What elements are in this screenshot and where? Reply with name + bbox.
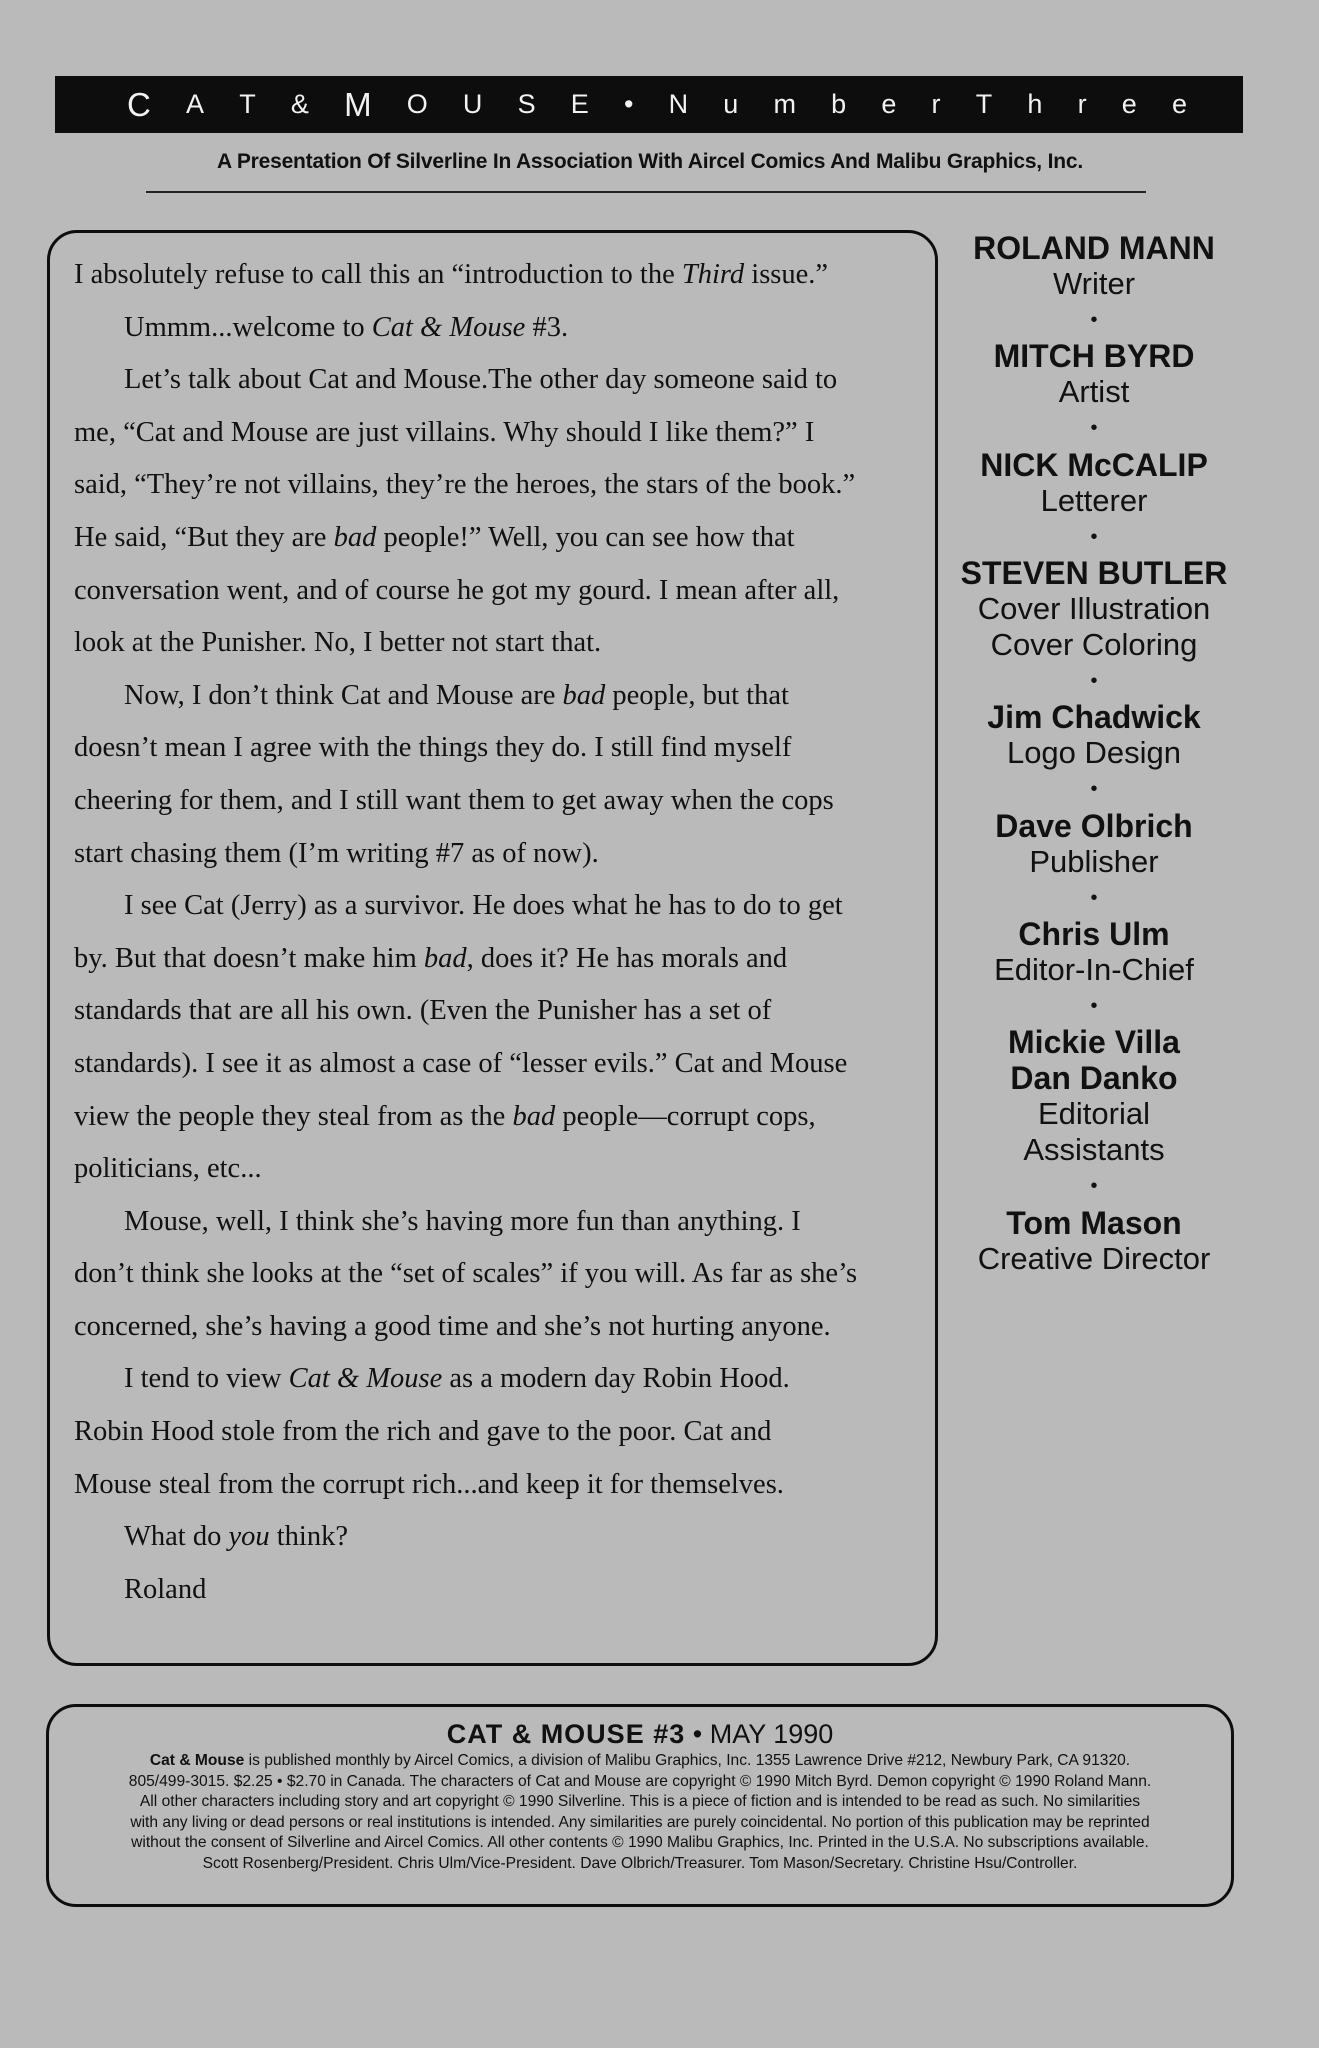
letter-line (50, 459, 935, 512)
title-letter: U (462, 89, 483, 119)
title-letter: E (570, 89, 589, 119)
indicia-text: 805/499-3015. $2.25 • $2.70 in Canada. The characters of Cat and Mouse are copyright © 1990 Mitch Byrd. Demon copyright © 1990 Roland Mann. (128, 1772, 1152, 1790)
title-letter: M (344, 85, 372, 123)
body-text: Roland (124, 1573, 207, 1605)
body-text: Robin Hood stole from the rich and gave to the poor. Cat and (74, 1416, 772, 1448)
body-text: think? (269, 1521, 348, 1553)
credit-role: Logo Design (1006, 735, 1182, 771)
indicia-panel (46, 1704, 1234, 1907)
title-letter: e (1171, 89, 1187, 119)
indicia-line (49, 1772, 1231, 1793)
credit-name: Jim Chadwick (987, 699, 1201, 736)
title-letter: u (723, 89, 739, 119)
credit-name: Tom Mason (1006, 1204, 1182, 1241)
letter-line (50, 1196, 935, 1249)
body-text: Mouse steal from the corrupt rich...and keep it for themselves. (74, 1468, 784, 1500)
credit-name: ROLAND MANN (973, 230, 1215, 266)
body-text: issue.” (744, 259, 829, 290)
emphasis-text: bad (512, 1100, 556, 1132)
letter-line (50, 880, 935, 933)
letter-line (50, 1301, 935, 1354)
credit-separator: • (1090, 417, 1098, 440)
credit-role: Writer (1052, 266, 1136, 302)
letter-line (50, 775, 935, 828)
indicia-text: All other characters including story and art copyright © 1990 Silverline. This is a piece of fiction and is intended to be read as such. No similarities (139, 1793, 1141, 1811)
indicia-text: without the consent of Silverline and Aircel Comics. All other contents © 1990 Malibu Graphics, Inc. Printed in the U.S.A. No subscriptions available. (131, 1834, 1149, 1852)
body-text: cheering for them, and I still want them to get away when the cops (74, 784, 834, 816)
credit-name: NICK McCALIP (980, 446, 1208, 483)
title-letter: • (623, 89, 634, 119)
indicia-text: Scott Rosenberg/President. Chris Ulm/Vice-President. Dave Olbrich/Treasurer. Tom Mason/Secretary. Christine Hsu/Controller. (202, 1854, 1078, 1872)
letter-line (50, 1248, 935, 1301)
credit-role: Assistants (1023, 1132, 1165, 1168)
letter-line (50, 828, 935, 881)
indicia-line (49, 1854, 1231, 1875)
emphasis-text: you (228, 1521, 270, 1553)
indicia-line (49, 1751, 1231, 1772)
emphasis-text: bad (423, 942, 467, 974)
body-text: conversation went, and of course he got my gourd. I mean after all, (74, 574, 840, 606)
body-text: I tend to view (124, 1363, 289, 1395)
body-text: as a modern day Robin Hood. (442, 1363, 790, 1395)
title-letter: T (975, 89, 993, 119)
body-text: don’t think she looks at the “set of scales” if you will. As far as she’s (74, 1258, 858, 1290)
indicia-title-date: MAY 1990 (709, 1719, 834, 1749)
body-text: standards that are all his own. (Even the Punisher has a set of (74, 995, 772, 1027)
body-text: people!” Well, you can see how that (376, 521, 795, 553)
body-text: He said, “But they are (74, 521, 334, 553)
letter-line (50, 1459, 935, 1512)
title-letter: A (186, 89, 205, 119)
indicia-title (49, 1717, 1231, 1751)
body-text: I see Cat (Jerry) as a survivor. He does what he has to do to get (124, 890, 843, 922)
body-text: by. But that doesn’t make him (74, 942, 424, 974)
indicia-line (49, 1792, 1231, 1813)
title-letter: m (773, 89, 796, 119)
credit-role: Creative Director (977, 1240, 1211, 1276)
body-text: view the people they steal from as the (74, 1100, 513, 1132)
credit-role: Cover Coloring (990, 627, 1198, 663)
indicia-series-name: Cat & Mouse (149, 1752, 245, 1769)
letter-text (50, 249, 935, 1616)
body-text: concerned, she’s having a good time and she’s not hurting anyone. (74, 1310, 831, 1342)
letter-line (50, 407, 935, 460)
letter-line (50, 617, 935, 670)
body-text: standards). I see it as almost a case of “lesser evils.” Cat and Mouse (74, 1047, 848, 1079)
title-letter: h (1027, 89, 1043, 119)
letter-line (50, 1511, 935, 1564)
letter-line (50, 722, 935, 775)
credit-name: Dave Olbrich (995, 807, 1193, 844)
body-text: Ummm...welcome to (124, 311, 372, 343)
credit-separator: • (1090, 1175, 1098, 1198)
body-text: people—corrupt cops, (555, 1100, 816, 1132)
credit-role: Cover Illustration (977, 590, 1211, 626)
credit-name: Dan Danko (1010, 1060, 1178, 1097)
credit-role: Editor-In-Chief (994, 951, 1194, 987)
indicia-title-separator: • (685, 1719, 710, 1749)
body-text: Now, I don’t think Cat and Mouse are (124, 679, 563, 711)
body-text: Let’s talk about Cat and Mouse.The other day someone said to (124, 364, 838, 396)
indicia-text: is published monthly by Aircel Comics, a division of Malibu Graphics, Inc. 1355 Lawrence Drive #212, Newbury Park, CA 91320. (244, 1752, 1131, 1769)
credit-name: MITCH BYRD (993, 338, 1195, 375)
body-text: , does it? He has morals and (466, 942, 788, 974)
indicia-title-series: CAT & MOUSE #3 (446, 1719, 686, 1749)
letter-panel (47, 230, 938, 1666)
letter-line (50, 1091, 935, 1144)
title-letter: T (239, 89, 256, 119)
letter-line (50, 985, 935, 1038)
title-banner (55, 76, 1243, 133)
title-letter: O (406, 89, 428, 119)
credit-name: Chris Ulm (1018, 915, 1170, 952)
subtitle: A Presentation Of Silverline In Association With Aircel Comics And Malibu Graphics, Inc. (217, 150, 1083, 173)
letter-line (50, 933, 935, 986)
body-text: me, “Cat and Mouse are just villains. Why should I like them?” I (74, 416, 815, 448)
title-letter: S (517, 89, 536, 119)
title-letter: b (831, 89, 847, 119)
title-letter: C (127, 85, 151, 123)
body-text: What do (124, 1521, 229, 1553)
credit-role: Artist (1058, 374, 1130, 410)
letter-line (50, 1143, 935, 1196)
title-letter: & (290, 89, 309, 119)
emphasis-text: bad (562, 679, 606, 711)
credit-separator: • (1090, 309, 1098, 332)
letter-line (50, 302, 935, 355)
credit-role: Editorial (1038, 1096, 1150, 1132)
letter-line (50, 512, 935, 565)
credit-separator: • (1090, 778, 1098, 801)
indicia-line (49, 1813, 1231, 1834)
letter-line (50, 670, 935, 723)
indicia-text: with any living or dead persons or real institutions is intended. Any similarities are purely coincidental. No portion of this publication may be reprinted (130, 1813, 1150, 1831)
title-letter: r (931, 89, 941, 119)
letter-line (50, 1564, 935, 1617)
emphasis-text: bad (333, 521, 377, 553)
body-text: people, but that (605, 679, 789, 711)
emphasis-text: Cat & Mouse (288, 1363, 443, 1395)
body-text: Mouse, well, I think she’s having more fun than anything. I (124, 1205, 801, 1237)
letter-line (50, 1353, 935, 1406)
credit-role: Publisher (1029, 843, 1159, 879)
credits-column (944, 230, 1244, 1277)
letter-line (50, 565, 935, 618)
letter-line (50, 354, 935, 407)
title-letter: N (668, 89, 689, 119)
credit-separator: • (1090, 994, 1098, 1017)
credit-separator: • (1090, 670, 1098, 693)
body-text: I absolutely refuse to call this an “introduction to the (74, 259, 682, 290)
body-text: politicians, etc... (74, 1153, 262, 1185)
letter-line (50, 1038, 935, 1091)
emphasis-text: Cat & Mouse (371, 311, 526, 343)
letter-line (50, 249, 935, 302)
credit-separator: • (1090, 525, 1098, 548)
body-text: #3. (525, 311, 569, 343)
body-text: look at the Punisher. No, I better not start that. (74, 627, 602, 659)
credit-role: Letterer (1040, 482, 1148, 518)
title-text (127, 76, 1187, 133)
emphasis-text: Third (681, 259, 745, 290)
body-text: start chasing them (I’m writing #7 as of now). (74, 837, 599, 869)
body-text: doesn’t mean I agree with the things they do. I still find myself (74, 732, 792, 764)
credit-name: Mickie Villa (1008, 1024, 1180, 1061)
credit-name: STEVEN BUTLER (960, 554, 1228, 591)
title-letter: e (881, 89, 897, 119)
credit-separator: • (1090, 886, 1098, 909)
title-letter: r (1077, 89, 1087, 119)
subtitle-rule (146, 191, 1146, 193)
indicia-line (49, 1833, 1231, 1854)
letter-line (50, 1406, 935, 1459)
body-text: said, “They’re not villains, they’re the heroes, the stars of the book.” (74, 469, 856, 501)
indicia-fineprint (49, 1751, 1231, 1875)
title-letter: e (1121, 89, 1137, 119)
